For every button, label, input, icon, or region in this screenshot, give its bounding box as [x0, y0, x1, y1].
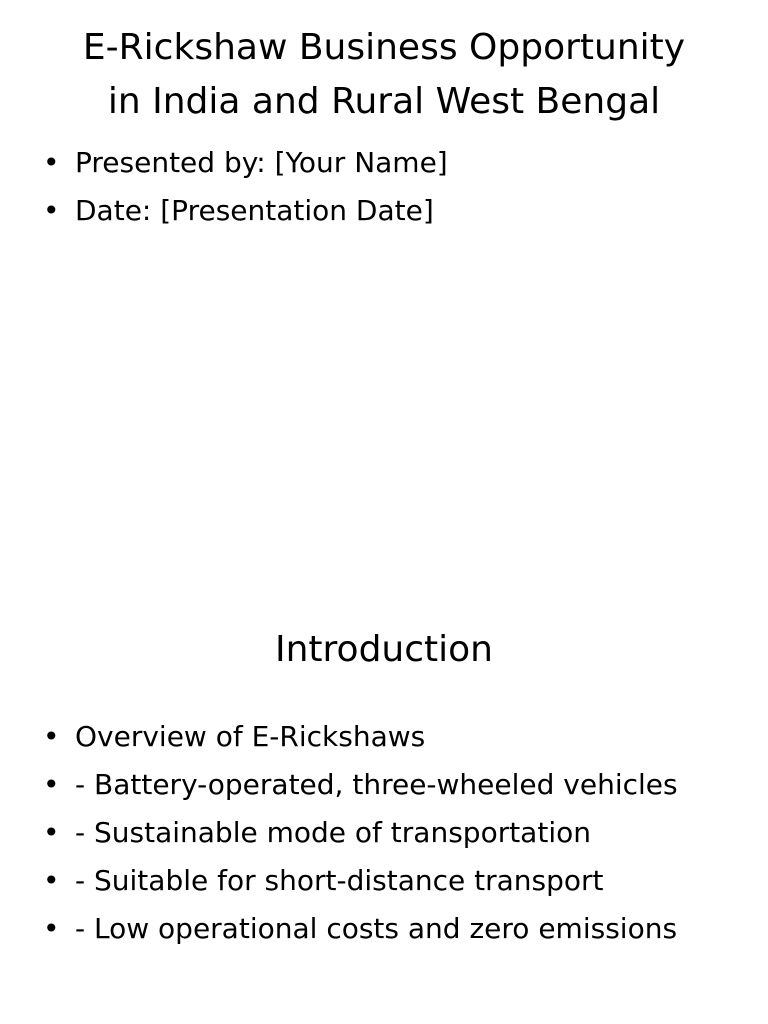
bullet-item-presenter	[43, 139, 743, 187]
bullet-dot-icon: •	[43, 816, 60, 849]
bullet-text: - Battery-operated, three-wheeled vehicles	[75, 768, 678, 801]
title-line-1: E-Rickshaw Business Opportunity	[82, 27, 686, 68]
list-item	[43, 761, 743, 809]
bullet-text: - Suitable for short-distance transport	[75, 864, 604, 897]
bullet-text: - Low operational costs and zero emissions	[75, 912, 678, 945]
list-item	[43, 713, 743, 761]
bullet-text: Overview of E-Rickshaws	[75, 720, 426, 753]
bullet-item-date	[43, 187, 743, 235]
bullet-dot-icon: •	[43, 146, 60, 179]
title-slide-bullet-list	[43, 139, 743, 235]
bullet-text: Date: [Presentation Date]	[75, 194, 434, 227]
bullet-dot-icon: •	[43, 194, 60, 227]
list-item	[43, 809, 743, 857]
slide-title-heading	[0, 21, 768, 129]
list-item	[43, 905, 743, 953]
bullet-dot-icon: •	[43, 720, 60, 753]
bullet-dot-icon: •	[43, 912, 60, 945]
bullet-dot-icon: •	[43, 864, 60, 897]
introduction-bullet-list	[43, 713, 743, 953]
bullet-text: - Sustainable mode of transportation	[75, 816, 591, 849]
slide-introduction	[0, 512, 768, 1024]
slide-introduction-heading: Introduction	[274, 629, 493, 670]
bullet-dot-icon: •	[43, 768, 60, 801]
bullet-text: Presented by: [Your Name]	[75, 146, 448, 179]
list-item	[43, 857, 743, 905]
title-line-2: in India and Rural West Bengal	[107, 81, 661, 122]
